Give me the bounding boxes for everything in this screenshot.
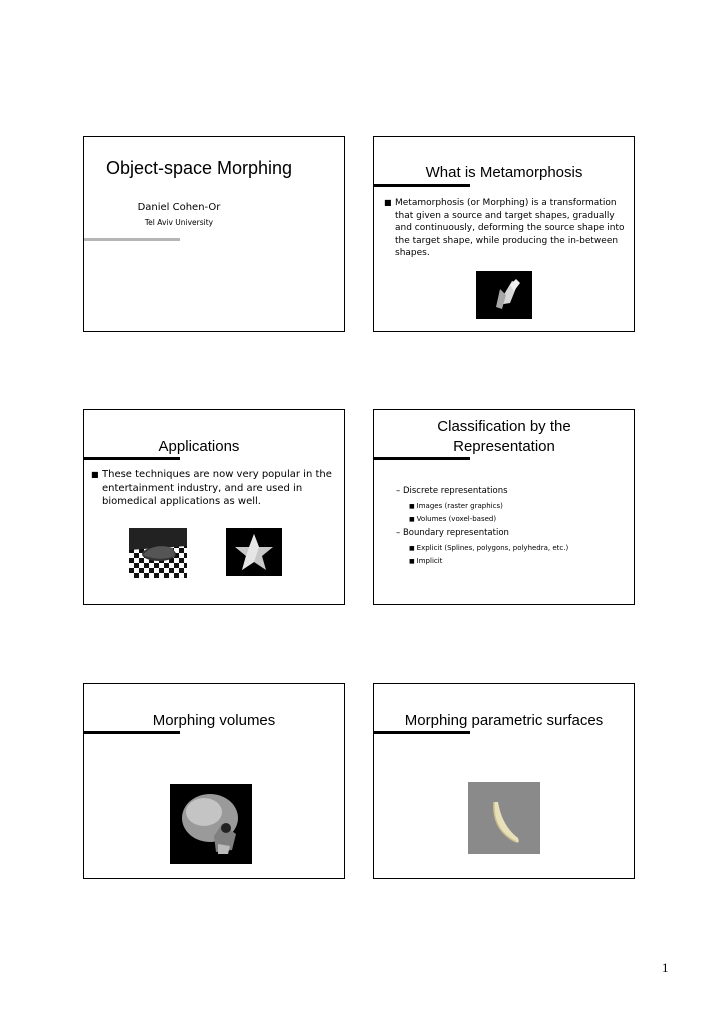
bullet-square-icon: ■ <box>409 558 415 565</box>
slide-what-is-metamorphosis <box>373 136 635 332</box>
slide-title: Morphing volumes <box>152 712 276 729</box>
sub-list-item: ■ Images (raster graphics) <box>409 502 503 510</box>
title-underline <box>84 457 180 460</box>
title-underline <box>374 731 470 734</box>
slide-title: Morphing parametric surfaces <box>404 712 604 729</box>
bullet-square-icon: ■ <box>409 503 415 510</box>
slide-title: Applications <box>158 438 240 455</box>
slide-classification <box>373 409 635 605</box>
slide-title: Object-space Morphing <box>105 158 293 178</box>
car-checkerboard-image <box>129 528 187 578</box>
sub-list-item: ■ Explicit (Splines, polygons, polyhedra, etc.) <box>409 544 569 552</box>
bullet-square-icon: ■ <box>384 198 392 207</box>
slide-title-line-1: Classification by the <box>437 418 571 435</box>
author-name: Daniel Cohen-Or <box>137 202 221 213</box>
bullet-square-icon: ■ <box>91 470 99 479</box>
bullet-square-icon: ■ <box>409 545 415 552</box>
title-underline <box>84 731 180 734</box>
bullet-item <box>384 197 632 260</box>
slide-title: What is Metamorphosis <box>425 164 583 181</box>
bullet-item <box>91 468 336 509</box>
title-underline <box>84 238 180 241</box>
list-item: – Discrete representations <box>396 486 508 496</box>
title-underline <box>374 184 470 187</box>
banana-surface-image <box>468 782 540 854</box>
skull-volume-image <box>170 784 252 864</box>
title-underline <box>374 457 470 460</box>
slide-morphing-parametric-surfaces <box>373 683 635 879</box>
page-number: 1 <box>662 960 669 975</box>
slide-title-line-2: Representation <box>453 438 555 455</box>
bullet-square-icon: ■ <box>409 516 415 523</box>
sub-list-item: ■ Implicit <box>409 557 443 565</box>
bullet-text: These techniques are now very popular in the entertainment industry, and are used in biomedical applications as well. <box>102 469 332 507</box>
author-affiliation: Tel Aviv University <box>144 218 214 227</box>
star-image <box>226 528 282 576</box>
sub-list-item: ■ Volumes (voxel-based) <box>409 515 497 523</box>
bullet-text: Metamorphosis (or Morphing) is a transformation that given a source and target shapes, gradually and continuously, deforming the source shape into the target shape, while producing the in-between shapes. <box>395 198 625 258</box>
slide-object-space-morphing <box>83 136 345 332</box>
list-item: – Boundary representation <box>396 528 509 538</box>
slide-morphing-volumes <box>83 683 345 879</box>
slide-applications <box>83 409 345 605</box>
bunny-morph-image <box>476 271 532 319</box>
